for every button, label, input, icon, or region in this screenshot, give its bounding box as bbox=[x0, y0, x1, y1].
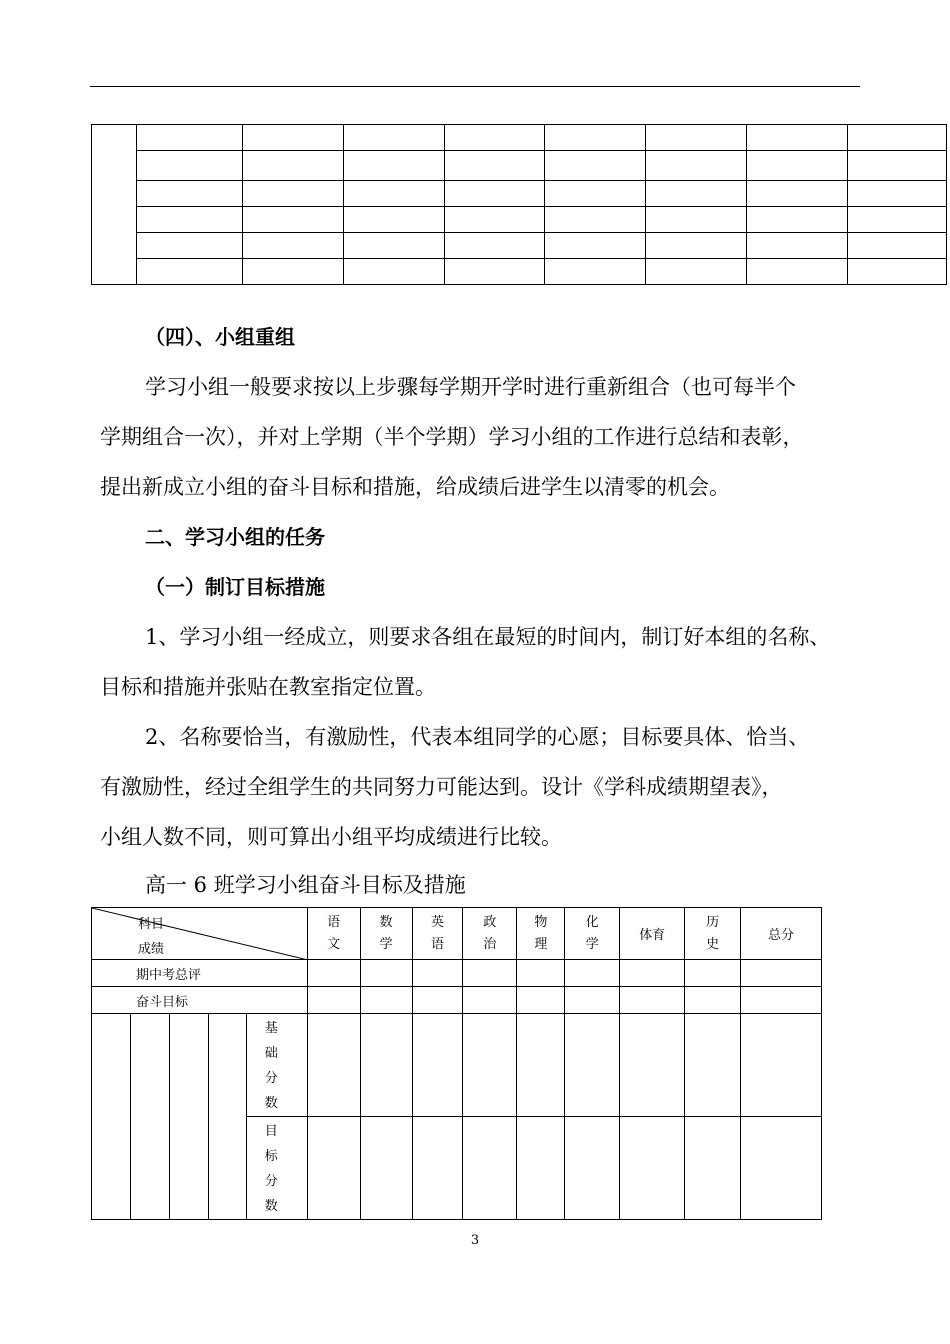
table-caption: 高一 6 班学习小组奋斗目标及措施 bbox=[145, 873, 466, 897]
row-label-midterm: 期中考总评 bbox=[92, 960, 308, 987]
diagonal-line bbox=[92, 908, 308, 960]
paragraph-line: 学期组合一次），并对上学期（半个学期）学习小组的工作进行总结和表彰， bbox=[100, 425, 804, 449]
row-label-base-score: 基 础 分 数 bbox=[246, 1014, 307, 1117]
subject-header: 英 语 bbox=[412, 908, 463, 960]
paragraph-line: 有激励性，经过全组学生的共同努力可能达到。设计《学科成绩期望表》， bbox=[100, 775, 783, 799]
page-number: 3 bbox=[470, 1233, 480, 1248]
subject-header: 物 理 bbox=[517, 908, 565, 960]
section-two-title: 二、学习小组的任务 bbox=[145, 525, 325, 549]
header-rule bbox=[90, 86, 860, 87]
table-cell bbox=[92, 125, 137, 285]
table-cell bbox=[169, 1014, 208, 1220]
corner-bottom-label: 成绩 bbox=[138, 942, 165, 957]
subject-header: 化 学 bbox=[565, 908, 620, 960]
paragraph-line: 2、名称要恰当，有激励性，代表本组同学的心愿；目标要具体、恰当、 bbox=[145, 725, 810, 749]
table-cell bbox=[208, 1014, 246, 1220]
subsection-one-title: （一）制订目标措施 bbox=[145, 575, 325, 599]
corner-header-cell bbox=[92, 908, 308, 960]
subject-header: 历 史 bbox=[685, 908, 741, 960]
row-label-goal: 奋斗目标 bbox=[92, 987, 308, 1014]
table-cell bbox=[92, 1014, 131, 1220]
row-label-target-score: 目 标 分 数 bbox=[246, 1117, 307, 1220]
subject-header: 体育 bbox=[620, 908, 685, 960]
paragraph-line: 学习小组一般要求按以上步骤每学期开学时进行重新组合（也可每半个 bbox=[145, 375, 796, 399]
paragraph-line: 提出新成立小组的奋斗目标和措施，给成绩后进学生以清零的机会。 bbox=[100, 475, 730, 499]
subject-header: 数 学 bbox=[360, 908, 412, 960]
corner-top-label: 科目 bbox=[138, 917, 165, 932]
table-cell bbox=[130, 1014, 169, 1220]
previous-table-continuation bbox=[91, 124, 947, 285]
subject-header: 语 文 bbox=[307, 908, 360, 960]
subject-header: 总分 bbox=[741, 908, 822, 960]
section-four-title: （四）、小组重组 bbox=[145, 325, 295, 349]
paragraph-line: 小组人数不同，则可算出小组平均成绩进行比较。 bbox=[100, 825, 562, 849]
paragraph-line: 目标和措施并张贴在教室指定位置。 bbox=[100, 675, 436, 699]
goals-table bbox=[91, 907, 822, 1220]
subject-header: 政 治 bbox=[463, 908, 517, 960]
paragraph-line: 1、学习小组一经成立，则要求各组在最短的时间内，制订好本组的名称、 bbox=[145, 625, 831, 649]
